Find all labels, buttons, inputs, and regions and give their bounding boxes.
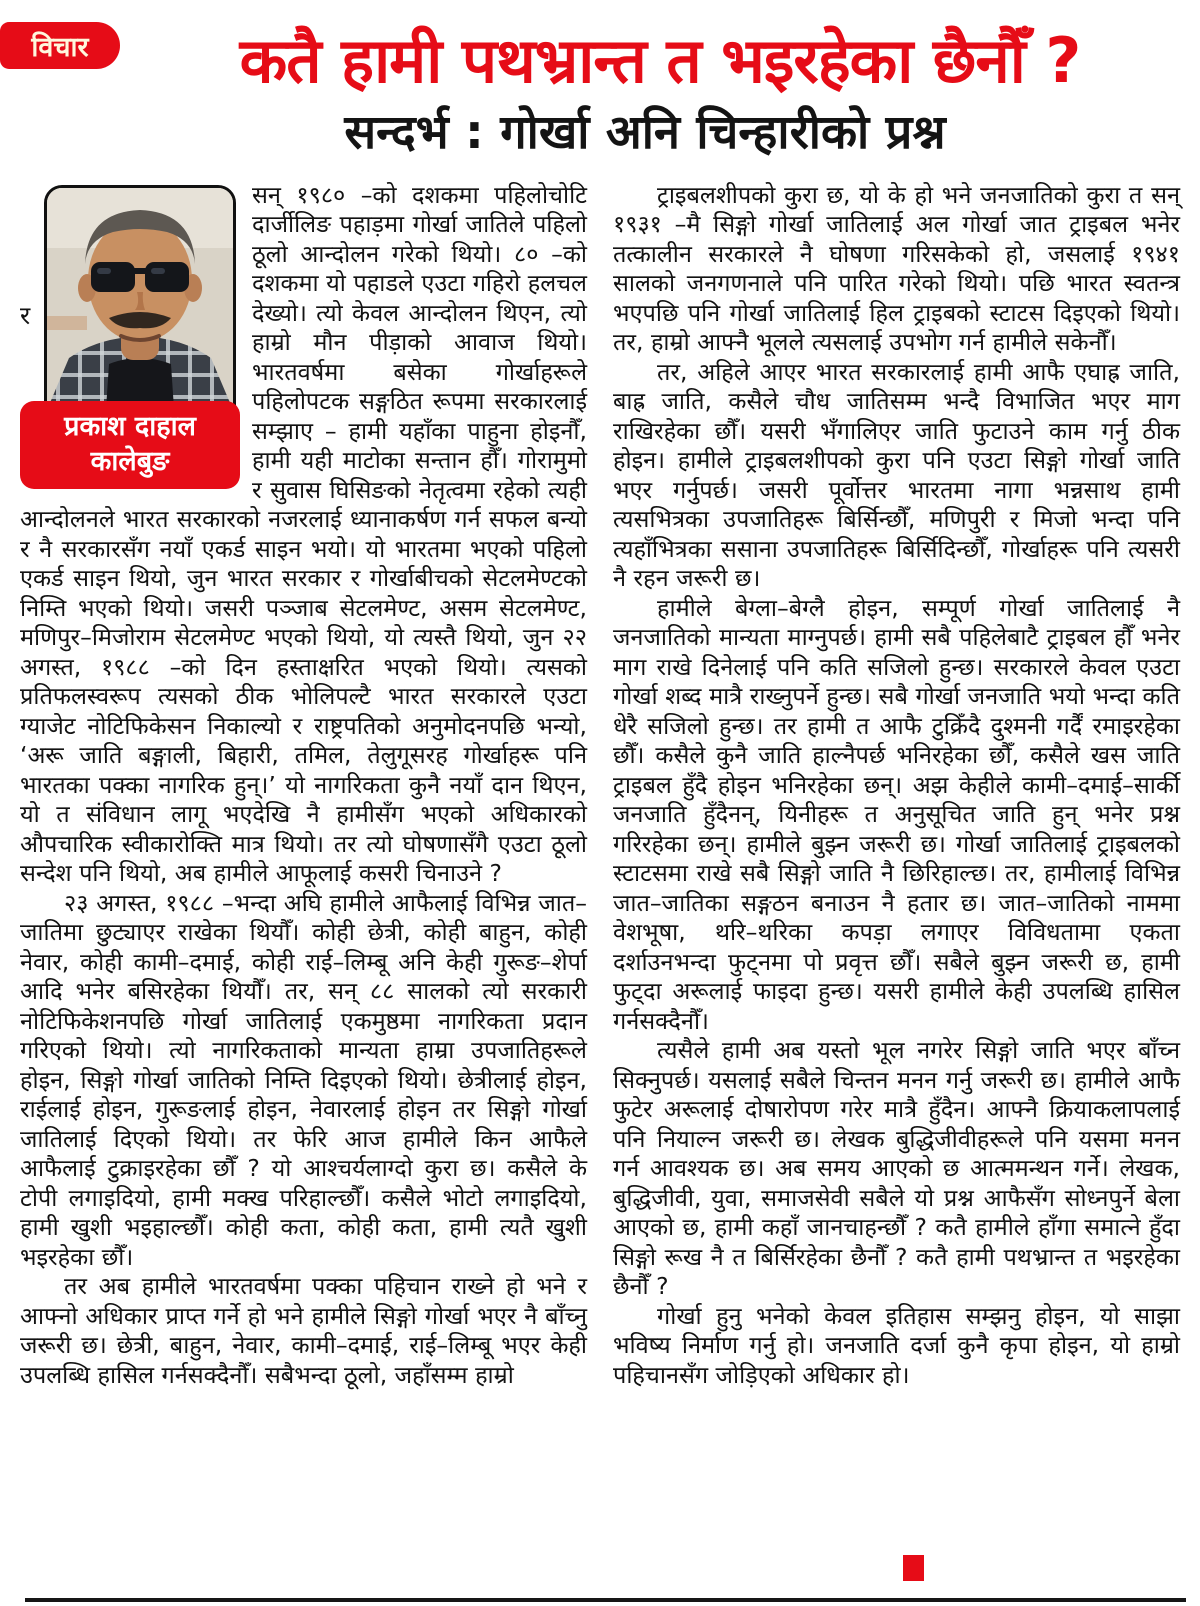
article-paragraph: सन् १९८० –को दशकमा पहिलोचोटि दार्जीलिङ पहाड़मा गोर्खा जातिले पहिलो ठूलो आन्दोलन गरेको थियो। ८० –को दशकमा यो पहाडले एउटा गहिरो हलचल देख्यो। त्यो केवल आन्दोलन थिएन, त्यो हाम्रो मौन पीड़ाको आवाज थियो। भारतवर्षमा बसेका गोर्खाहरूले पहिलोपटक सङ्गठित रूपमा सरकारलाई सम्झाए – हामी यहाँका पाहुना होइनौँ, हामी यही माटोका सन्तान हौँ। गोरामुमो र सुवास घिसिङको नेतृत्वमा रहेको त्यही आन्दोलनले भारत सरकारको नजरलाई ध्यानाकर्षण गर्न सफल बन्यो र नै सरकारसँग नयाँ एकर्ड साइन भयो। यो भारतमा भएको पहिलो एकर्ड साइन थियो, जुन भारत सरकार र गोर्खाबीचको सेटलमेण्टको निम्ति भएको थियो। जसरी पञ्जाब सेटलमेण्ट, असम सेटलमेण्ट, मणिपुर–मिजोराम सेटलमेण्ट भएको थियो, यो त्यस्तै थियो, जुन २२ अगस्त, १९८८ –को दिन हस्ताक्षरित भएको थियो। त्यसको प्रतिफलस्वरूप त्यसको ठीक भोलिपल्टै भारत सरकारले एउटा ग्याजेट नोटिफिकेसन निकाल्यो र राष्ट्रपतिको अनुमोदनपछि भन्यो, ‘अरू जाति बङ्गाली, बिहारी, तमिल, तेलुगूसरह गोर्खाहरू पनि भारतका पक्का नागरिक हुन्।’ यो नागरिकता कुनै नयाँ दान थिएन, यो त संविधान लागू भएदेखि नै हामीसँग भएको अधिकारको औपचारिक स्वीकारोक्ति मात्र थियो। तर त्यो घोषणासँगै एउटा ठूलो सन्देश पनि थियो, अब हामीले आफूलाई कसरी चिनाउने ? [20, 180, 587, 888]
author-photo-block [20, 185, 238, 489]
page-subtitle: सन्दर्भ : गोर्खा अनि चिन्हारीको प्रश्न [344, 104, 946, 160]
article-paragraph: ट्राइबलशीपको कुरा छ, यो के हो भने जनजातिको कुरा त सन् १९३१ –मै सिङ्गो गोर्खा जातिलाई अल गोर्खा जात ट्राइबल भनेर तत्कालीन सरकारले नै घोषणा गरिसकेको हो, जसलाई १९४१ सालको जनगणनाले पनि पारित गरेको थियो। पछि भारत स्वतन्त्र भएपछि पनि गोर्खा जातिलाई हिल ट्राइबको स्टाटस दिइएको थियो। तर, हाम्रो आफ्नै भूलले त्यसलाई उपभोग गर्न हामीले सकेनौँ। [613, 180, 1180, 357]
article-paragraph: तर, अहिले आएर भारत सरकारलाई हामी आफै एघाह्र जाति, बाह्र जाति, कसैले चौध जातिसम्म भन्दै विभाजित भएर माग राखिरहेका छौँ। यसरी भँगालिएर जाति फुटाउने काम गर्नु ठीक होइन। हामीले ट्राइबलशीपको कुरा पनि एउटा सिङ्गो गोर्खा जाति भएर गर्नुपर्छ। जसरी पूर्वोत्तर भारतमा नागा भन्नसाथ हामी त्यसभित्रका उपजातिहरू बिर्सिन्छौँ, मणिपुरी र मिजो भन्दा पनि त्यहाँभित्रका ससाना उपजातिहरू बिर्सिदिन्छौँ, गोर्खाहरू पनि त्यसरी नै रहन जरूरी छ। [613, 357, 1180, 593]
article-column-left [20, 181, 587, 1533]
kicker-badge [0, 22, 120, 69]
author-name: प्रकाश दाहाल [64, 410, 196, 442]
author-portrait-illustration [47, 188, 233, 424]
author-caption [20, 401, 240, 489]
kicker-label: विचार [31, 32, 89, 63]
article-paragraph: त्यसैले हामी अब यस्तो भूल नगरेर सिङ्गो जाति भएर बाँच्न सिक्नुपर्छ। यसलाई सबैले चिन्तन मनन गर्नु जरूरी छ। हामीले आफै फुटेर अरूलाई दोषारोपण गरेर मात्रै हुँदैन। आफ्नै क्रियाकलापलाई पनि नियाल्न जरूरी छ। लेखक बुद्धिजीवीहरूले पनि यसमा मनन गर्न आवश्यक छ। अब समय आएको छ आत्ममन्थन गर्ने। लेखक, बुद्धिजीवी, युवा, समाजसेवी सबैले यो प्रश्न आफैसँग सोध्नपुर्ने बेला आएको छ, हामी कहाँ जानचाहन्छौँ ? कतै हामीले हाँगा समात्ने हुँदा सिङ्गो रूख नै त बिर्सिरहेका छैनौँ ? कतै हामी पथभ्रान्त त भइरहेका छैनौँ ? [613, 1036, 1180, 1301]
author-location: कालेबुङ [90, 445, 170, 477]
article-paragraph: तर अब हामीले भारतवर्षमा पक्का पहिचान राख्ने हो भने र आफ्नो अधिकार प्राप्त गर्ने हो भने हामीले सिङ्गो गोर्खा भएर नै बाँच्नु जरूरी छ। छेत्री, बाहुन, नेवार, कामी–दमाई, राई–लिम्बू भएर केही उपलब्धि हासिल गर्नसक्दैनौँ। सबैभन्दा ठूलो, जहाँसम्म हाम्रो [20, 1272, 587, 1389]
page-title: कतै हामी पथभ्रान्त त भइरहेका छैनौँ ? [239, 24, 1081, 97]
article-column-right [613, 181, 1180, 1533]
article-paragraph: २३ अगस्त, १९८८ –भन्दा अघि हामीले आफैलाई विभिन्न जात–जातिमा छुट्याएर राखेका थियौँ। कोही छेत्री, कोही बाहुन, कोही नेवार, कोही कामी–दमाई, कोही राई–लिम्बू अनि केही गुरूङ–शेर्पा आदि भनेर बसिरहेका थियौँ। तर, सन् ८८ सालको त्यो सरकारी नोटिफिकेशनपछि गोर्खा जातिलाई एकमुष्ठमा नागरिकता प्रदान गरिएको थियो। त्यो नागरिकताको मान्यता हाम्रा उपजातिहरूले होइन, सिङ्गो गोर्खा जातिको निम्ति दिइएको थियो। छेत्रीलाई होइन, राईलाई होइन, गुरूङलाई होइन, नेवारलाई होइन तर सिङ्गो गोर्खा जातिलाई दिएको थियो। तर फेरि आज हामीले किन आफैले आफैलाई टुक्राइरहेका छौँ ? यो आश्चर्यलाग्दो कुरा छ। कसैले के टोपी लगाइदियो, हामी मक्ख परिहाल्छौँ। कसैले भोटो लगाइदियो, हामी खुशी भइहाल्छौँ। कोही कता, कोही कता, हामी त्यतै खुशी भइरहेका छौँ। [20, 888, 587, 1271]
article-paragraph: हामीले बेग्ला–बेग्लै होइन, सम्पूर्ण गोर्खा जातिलाई नै जनजातिको मान्यता माग्नुपर्छ। हामी सबै पहिलेबाटै ट्राइबल हौँ भनेर माग राखे दिनेलाई पनि कति सजिलो हुन्छ। सरकारले केवल एउटा गोर्खा शब्द मात्रै राख्नुपर्ने हुन्छ। सबै गोर्खा जनजाति भयो भन्दा कति धेरै सजिलो हुन्छ। तर हामी त आफै टुक्रिँदै दुश्मनी गर्दैं रमाइरहेका छौँ। कसैले कुनै जाति हाल्नैपर्छ भनिरहेका छौँ, कसैले खस जाति ट्राइबल हुँदै होइन भनिरहेका छन्। अझ केहीले कामी–दमाई–सार्की जनजाति हुँदैनन्, यिनीहरू त अनुसूचित जाति हुन् भनेर प्रश्न गरिरहेका छन्। हामीले बुझ्न जरूरी छ। गोर्खा जातिलाई ट्राइबलको स्टाटसमा राखे सबै सिङ्गो जाति नै छिरिहाल्छ। तर, हामीलाई विभिन्न जात–जातिका सङ्गठन बनाउन नै हतार छ। जात–जातिको नाममा वेशभूषा, थरि–थरिका कपड़ा लगाएर विविधतामा एकता दर्शाउनभन्दा फुट्नमा पो प्रवृत्त छौँ। सबैले बुझ्न जरूरी छ, हामी फुट्दा अरूलाई फाइदा हुन्छ। यसरी हामीले केही उपलब्धि हासिल गर्नसक्दैनौँ। [613, 593, 1180, 1035]
stray-character: र [20, 301, 31, 330]
article-columns [0, 181, 1200, 1533]
article-end-mark [903, 1555, 924, 1581]
author-photo [44, 185, 236, 427]
article-paragraph: गोर्खा हुनु भनेको केवल इतिहास सम्झनु होइन, यो साझा भविष्य निर्माण गर्नु हो। जनजाति दर्जा कुनै कृपा होइन, यो हाम्रो पहिचानसँग जोड़िएको अधिकार हो। [613, 1301, 1180, 1389]
bottom-divider [25, 1598, 1186, 1602]
